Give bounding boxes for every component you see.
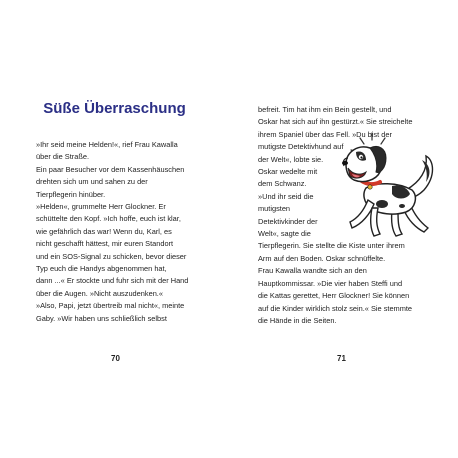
text-line: Oskar hat sich auf ihn gestürzt.« Sie streichelte: [258, 117, 413, 127]
text-line: auf die Kinder wirklich stolz sein.« Sie stemmte: [258, 303, 413, 313]
text-line: Frau Kawalla wandte sich an den: [258, 266, 367, 276]
text-line: ihrem Spaniel über das Fell. »Du bist der: [258, 129, 392, 139]
text-line: Tierpflegerin. Sie stellte die Kiste unter ihrem: [258, 241, 405, 251]
text-line: wie gefährlich das war! Wenn du, Karl, es: [36, 226, 172, 236]
text-line: und ein SOS-Signal zu schicken, bevor dieser: [36, 251, 187, 261]
text-line: Gaby. »Wir haben uns schließlich selbst: [36, 313, 167, 323]
text-line: nicht geschafft hättest, mir euren Standort: [36, 239, 174, 249]
text-line: Tierpflegerin hinüber.: [36, 189, 106, 199]
text-line: »Ihr seid meine Helden!«, rief Frau Kawalla: [36, 140, 178, 149]
text-line: dann ...« Er stockte und fuhr sich mit der Hand: [36, 276, 189, 286]
text-line: die Hände in die Seiten.: [258, 315, 337, 325]
text-line: »Helden«, grummelte Herr Glockner. Er: [36, 202, 166, 212]
dog-illustration: [336, 130, 440, 238]
text-line: befreit. Tim hat ihm ein Bein gestellt, und: [258, 105, 392, 114]
left-page-text: [36, 139, 224, 325]
text-line: »Also, Papi, jetzt übertreib mal nicht«, meinte: [36, 301, 185, 311]
text-line: über die Augen. »Nicht auszudenken.«: [36, 288, 163, 298]
text-line: mutigste Detektivhund auf: [258, 142, 344, 152]
page-number-right: 71: [337, 354, 346, 363]
text-line: Arm auf den Boden. Oskar schnüffelte.: [258, 253, 386, 263]
text-line: Hauptkommissar. »Die vier haben Steffi und: [258, 278, 403, 288]
text-line: Ein paar Besucher vor dem Kassenhäuschen: [36, 164, 185, 174]
text-line: drehten sich um und sahen zu der: [36, 177, 148, 187]
text-line: schüttelte den Kopf. »Ich hoffe, euch ist klar,: [36, 214, 181, 224]
text-line: »Und ihr seid die: [258, 191, 314, 201]
text-line: Typ euch die Handys abgenommen hat,: [36, 264, 167, 274]
text-line: Welt«, sagte die: [258, 229, 311, 239]
text-line: dem Schwanz.: [258, 179, 307, 189]
text-line: über die Straße.: [36, 152, 89, 162]
text-line: der Welt«, lobte sie.: [258, 154, 324, 164]
page-number-left: 70: [111, 354, 120, 363]
text-line: Oskar wedelte mit: [258, 167, 318, 177]
text-line: Detektivkinder der: [258, 216, 318, 226]
chapter-title: Süße Überraschung: [43, 100, 186, 117]
text-line: mutigsten: [258, 204, 291, 214]
text-line: die Kattas gerettet, Herr Glockner! Sie können: [258, 291, 410, 301]
